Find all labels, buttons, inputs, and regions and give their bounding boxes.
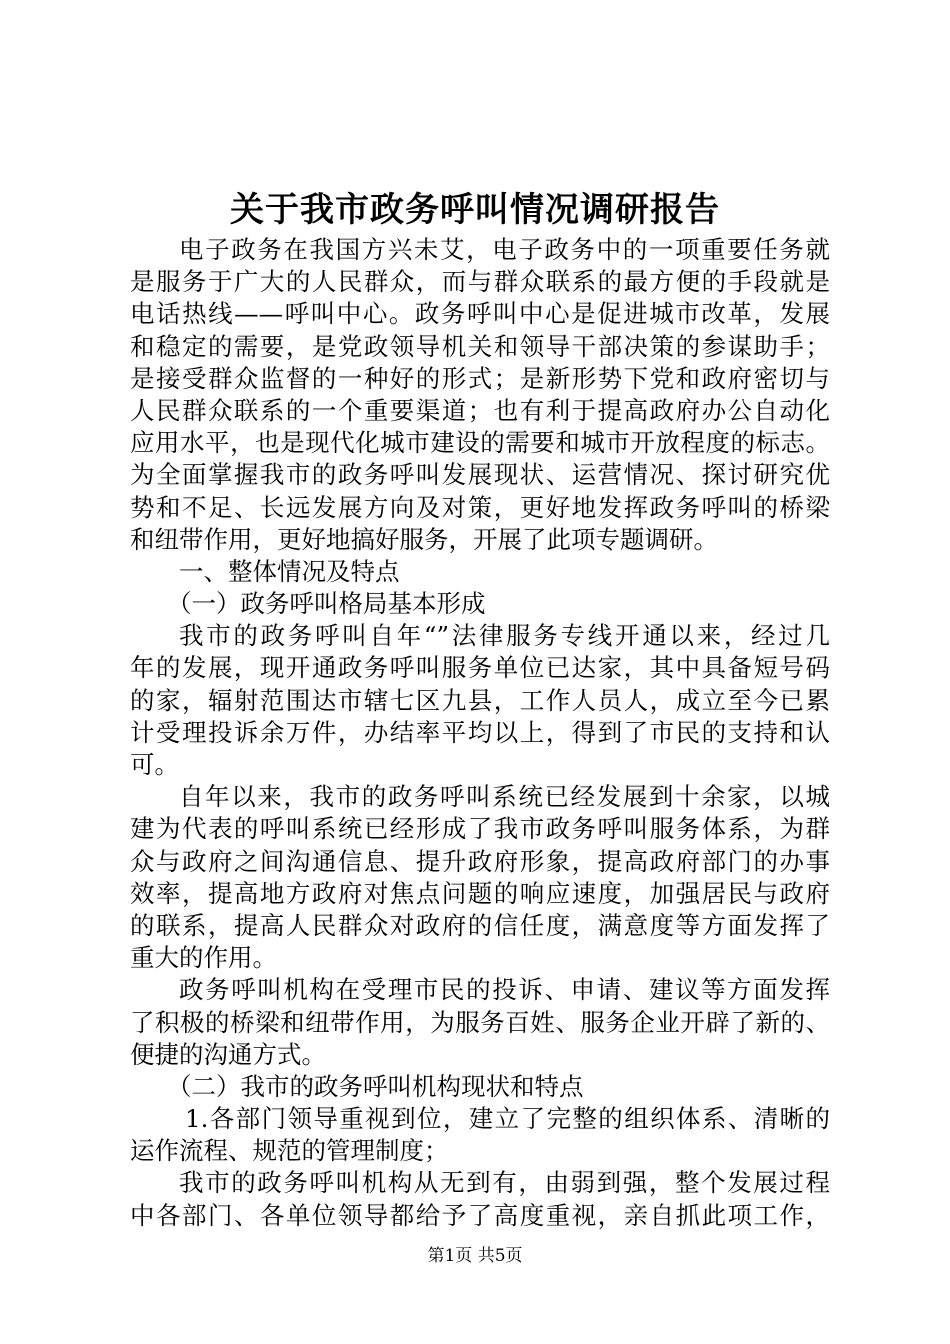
document-title: 关于我市政务呼叫情况调研报告	[230, 190, 720, 230]
body-line: 势和不足、长远发展方向及对策，更好地发挥政务呼叫的桥梁	[130, 492, 830, 522]
section-heading: 一、整体情况及特点	[179, 556, 400, 586]
body-line: 是接受群众监督的一种好的形式；是新形势下党和政府密切与	[130, 363, 830, 393]
subsection-heading: （二）我市的政务呼叫机构现状和特点	[167, 1071, 584, 1101]
body-line: 自年以来，我市的政务呼叫系统已经发展到十余家，以城	[179, 782, 830, 812]
body-line: 我市的政务呼叫自年“”法律服务专线开通以来，经过几	[179, 621, 830, 651]
body-line: 了积极的桥梁和纽带作用，为服务百姓、服务企业开辟了新的、	[130, 1007, 830, 1037]
subsection-heading: （一）政务呼叫格局基本形成	[167, 589, 486, 619]
numbered-item: 1.各部门领导重视到位，建立了完整的组织体系、清晰的	[185, 1104, 830, 1134]
body-line: 建为代表的呼叫系统已经形成了我市政务呼叫服务体系，为群	[130, 814, 830, 844]
body-line: 效率，提高地方政府对焦点问题的响应速度，加强居民与政府	[130, 878, 830, 908]
body-line: 便捷的沟通方式。	[130, 1039, 326, 1069]
body-line: 和纽带作用，更好地搞好服务，开展了此项专题调研。	[130, 524, 718, 554]
body-line: 人民群众联系的一个重要渠道；也有利于提高政府办公自动化	[130, 395, 830, 425]
body-line: 年的发展，现开通政务呼叫服务单位已达家，其中具备短号码	[130, 653, 830, 683]
body-line: 可。	[130, 750, 179, 779]
body-line: 电子政务在我国方兴未艾，电子政务中的一项重要任务就	[179, 235, 830, 264]
body-line: 运作流程、规范的管理制度；	[130, 1136, 449, 1166]
body-line: 的家，辐射范围达市辖七区九县，工作人员人，成立至今已累	[130, 685, 830, 715]
body-line: 众与政府之间沟通信息、提升政府形象，提高政府部门的办事	[130, 846, 830, 876]
body-line: 电话热线——呼叫中心。政务呼叫中心是促进城市改革，发展	[130, 299, 830, 329]
body-line: 重大的作用。	[130, 943, 277, 973]
page-footer: 第1页 共5页	[427, 1246, 523, 1266]
body-line: 政务呼叫机构在受理市民的投诉、申请、建议等方面发挥	[179, 975, 830, 1005]
body-line: 计受理投诉余万件，办结率平均以上，得到了市民的支持和认	[130, 717, 830, 747]
body-line: 的联系，提高人民群众对政府的信任度，满意度等方面发挥了	[130, 910, 830, 940]
body-line: 是服务于广大的人民群众，而与群众联系的最方便的手段就是	[130, 267, 830, 297]
body-line: 中各部门、各单位领导都给予了高度重视，亲自抓此项工作，	[130, 1200, 830, 1230]
body-line: 和稳定的需要，是党政领导机关和领导干部决策的参谋助手；	[130, 331, 830, 361]
body-line: 应用水平，也是现代化城市建设的需要和城市开放程度的标志。	[130, 428, 830, 458]
body-line: 我市的政务呼叫机构从无到有，由弱到强，整个发展过程	[179, 1168, 830, 1198]
body-line: 为全面掌握我市的政务呼叫发展现状、运营情况、探讨研究优	[130, 460, 830, 490]
document-body	[130, 234, 830, 1232]
